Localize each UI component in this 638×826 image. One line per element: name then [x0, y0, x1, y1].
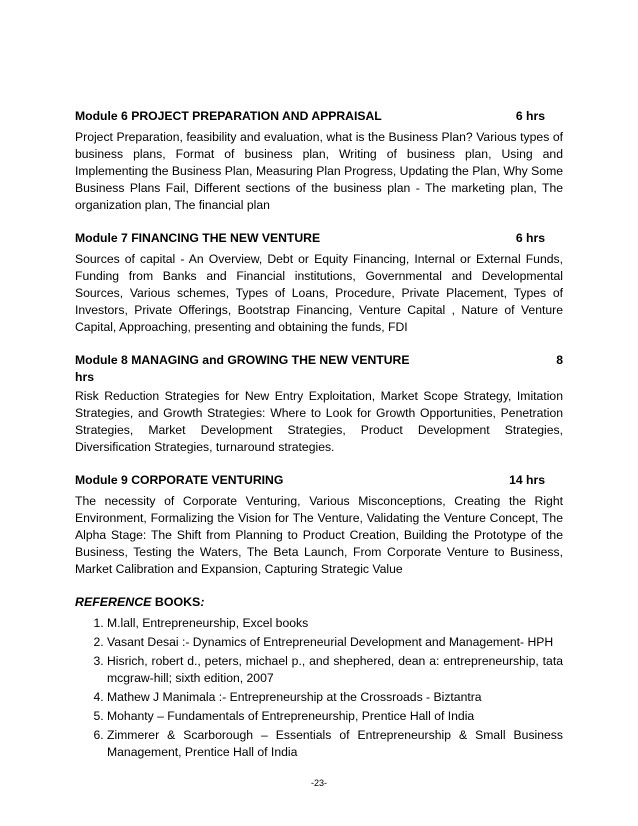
module-8 [75, 352, 563, 456]
module-description: Sources of capital - An Overview, Debt or Equity Financing, Internal or External Funds, Funding from Banks and Financial institutions, Governmental and Developmental Sources, Various schemes, Types of Loans, Procedure, Private Placement, Types of Investors, Private Offerings, Bootstrap Financing, Venture Capital , Nature of Venture Capital, Approaching, presenting and obtaining the funds, FDI [75, 252, 563, 334]
reference-item: 2. Vasant Desai :- Dynamics of Entrepreneurial Development and Management- HPH [107, 634, 563, 651]
module-description: The necessity of Corporate Venturing, Various Misconceptions, Creating the Right Environment, Formalizing the Vision for The Venture, Validating the Venture Concept, The Alpha Stage: The Shift from Planning to Product Creation, Building the Prototype of the Business, Testing the Waters, The Beta Launch, From Corporate Venture to Business, Market Calibration and Expansion, Capturing Strategic Value [75, 494, 563, 576]
module-9 [75, 472, 563, 578]
module-7 [75, 230, 563, 336]
module-title: Module 6 PROJECT PREPARATION AND APPRAISAL [75, 109, 382, 123]
references-heading [75, 594, 563, 611]
references-heading-colon: : [200, 595, 205, 609]
reference-item: 6. Zimmerer & Scarborough – Essentials of Entrepreneurship & Small Business Management, Prentice Hall of India [107, 727, 563, 761]
module-hours: 6 hrs [515, 109, 545, 123]
module-title: Module 7 FINANCING THE NEW VENTURE [75, 231, 321, 245]
module-hours: 6 hrs [515, 231, 545, 245]
module-heading [75, 472, 563, 489]
module-heading [75, 230, 563, 247]
module-hours-unit: hrs [75, 370, 94, 384]
module-heading [75, 352, 563, 369]
reference-item: 1. M.lall, Entrepreneurship, Excel books [107, 615, 563, 632]
references-heading-italic: REFERENCE [75, 595, 152, 609]
reference-item: 3. Hisrich, robert d., peters, michael p., and shephered, dean a: entrepreneurship, tata mcgraw-hill; sixth edition, 2007 [107, 653, 563, 687]
module-description: Risk Reduction Strategies for New Entry Exploitation, Market Scope Strategy, Imitation Strategies, and Growth Strategies: Where to Look for Growth Opportunities, Penetration Strategies, Market Development Strategies, Product Development Strategies, Diversification Strategies, turnaround strategies. [75, 389, 563, 454]
reference-item: 5. Mohanty – Fundamentals of Entrepreneurship, Prentice Hall of India [107, 708, 563, 725]
module-hours: 8 [556, 353, 563, 367]
module-title: Module 8 MANAGING and GROWING THE NEW VENTURE [75, 353, 410, 367]
reference-books [75, 594, 563, 761]
module-6 [75, 108, 563, 214]
module-title: Module 9 CORPORATE VENTURING [75, 473, 284, 487]
module-heading [75, 108, 563, 125]
references-heading-rest: BOOKS [151, 595, 201, 609]
reference-item: 4. Mathew J Manimala :- Entrepreneurship at the Crossroads - Biztantra [107, 689, 563, 706]
module-hours: 14 hrs [509, 473, 545, 487]
page-number: -23- [310, 778, 327, 788]
module-description: Project Preparation, feasibility and evaluation, what is the Business Plan? Various types of business plans, Format of business plan, Writing of business plan, Using and Implementing the Business Plan, Measuring Plan Progress, Updating the Plan, Why Some Business Plans Fail, Different sections of the business plan - The marketing plan, The organization plan, The financial plan [75, 130, 563, 212]
references-list [75, 615, 563, 761]
document-page [75, 108, 563, 763]
